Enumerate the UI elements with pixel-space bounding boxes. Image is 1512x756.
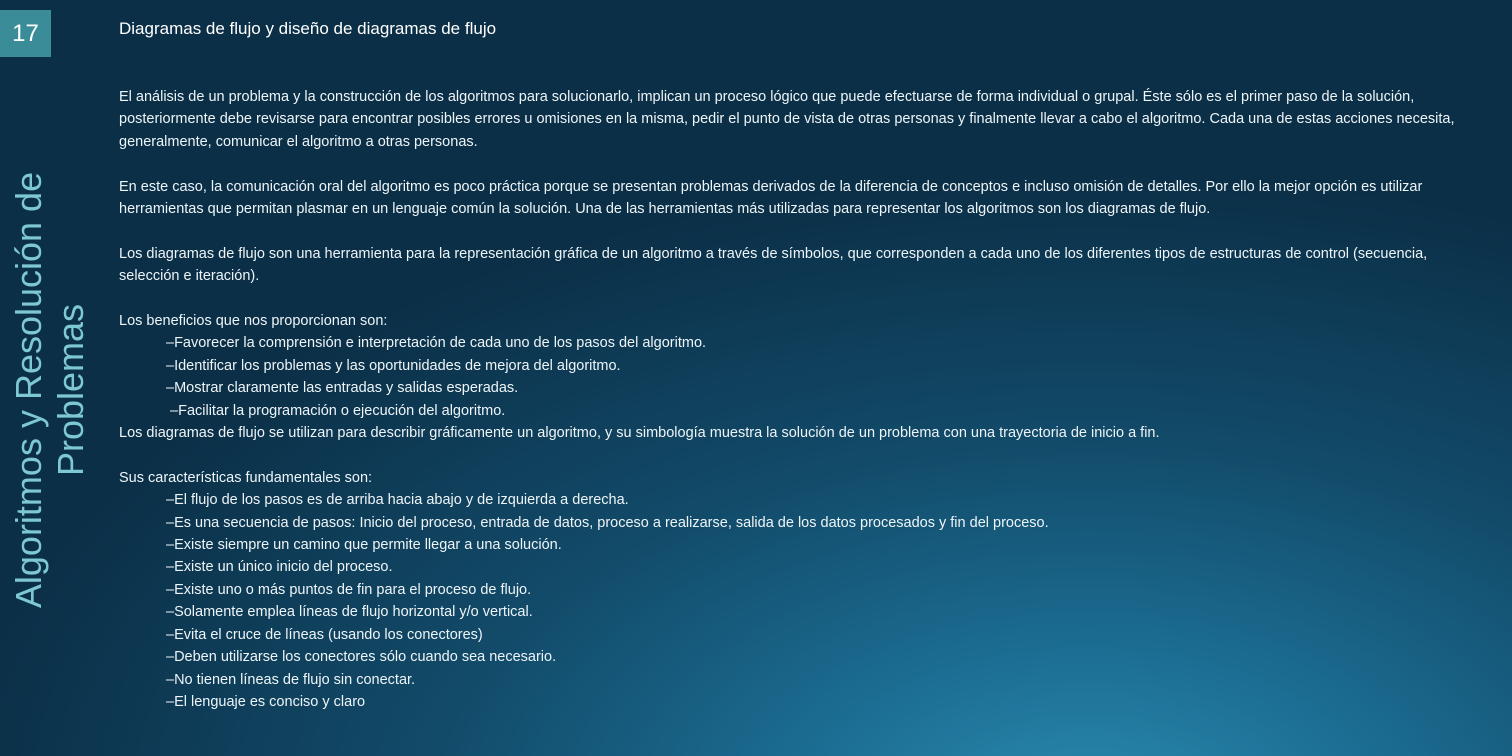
characteristic-item: –Existe uno o más puntos de fin para el proceso de flujo. [166,581,532,598]
characteristic-item: –Existe siempre un camino que permite llegar a una solución. [166,537,562,554]
characteristic-item: –Es una secuencia de pasos: Inicio del proceso, entrada de datos, proceso a realizarse, salida de los datos procesados y fin del proceso. [166,514,1049,531]
slide-number: 17 [0,10,51,57]
paragraph-analysis: El análisis de un problema y la construcción de los algoritmos para solucionarlo, implican un proceso lógico que puede efectuarse de forma individual o grupal. Éste sólo es el primer paso de la solución, posteriormente debe revisarse para encontrar posibles errores u omisiones en la misma, pedir el punto de vista de otras personas y finalmente llevar a cabo el algoritmo. Cada una de estas acciones necesita, generalmente, comunicar el algoritmo a otras personas. [119,89,1455,150]
characteristic-item: –No tienen líneas de flujo sin conectar. [166,671,416,688]
benefit-item: –Mostrar claramente las entradas y salidas esperadas. [166,380,519,397]
benefits-list [119,332,1484,422]
characteristic-item: –Deben utilizarse los conectores sólo cuando sea necesario. [166,649,557,666]
benefit-item: –Identificar los problemas y las oportunidades de mejora del algoritmo. [166,357,621,374]
benefit-item: –Facilitar la programación o ejecución del algoritmo. [166,402,506,419]
benefit-item: –Favorecer la comprensión e interpretación de cada uno de los pasos del algoritmo. [166,335,707,352]
paragraph-definition: Los diagramas de flujo son una herramienta para la representación gráfica de un algoritmo a través de símbolos, que corresponden a cada uno de los diferentes tipos de estructuras de control (secuencia, selección e iteración). [119,245,1428,285]
characteristics-intro: Sus características fundamentales son: [119,469,373,486]
paragraph-communication: En este caso, la comunicación oral del algoritmo es poco práctica porque se presentan problemas derivados de la diferencia de conceptos e incluso omisión de detalles. Por ello la mejor opción es utilizar herramientas que permitan plasmar en un lenguaje común la solución. Una de las herramientas más utilizadas para representar los algoritmos son los diagramas de flujo. [119,178,1423,218]
characteristic-item: –Evita el cruce de líneas (usando los conectores) [166,626,483,643]
characteristic-item: –Existe un único inicio del proceso. [166,559,393,576]
page-title: Diagramas de flujo y diseño de diagramas de flujo [119,19,497,38]
side-title-line-2: Problemas [50,303,91,477]
characteristic-item: –El lenguaje es conciso y claro [166,693,366,710]
paragraph-usage: Los diagramas de flujo se utilizan para describir gráficamente un algoritmo, y su simbología muestra la solución de un problema con una trayectoria de inicio a fin. [119,425,1160,442]
characteristic-item: –Solamente emplea líneas de flujo horizontal y/o vertical. [166,604,533,621]
characteristics-list [119,489,1484,713]
slide-content [119,86,1484,713]
benefits-intro: Los beneficios que nos proporcionan son: [119,313,388,330]
side-title [8,90,92,690]
characteristic-item: –El flujo de los pasos es de arriba hacia abajo y de izquierda a derecha. [166,492,629,509]
side-title-line-1: Algoritmos y Resolución de [8,171,49,609]
